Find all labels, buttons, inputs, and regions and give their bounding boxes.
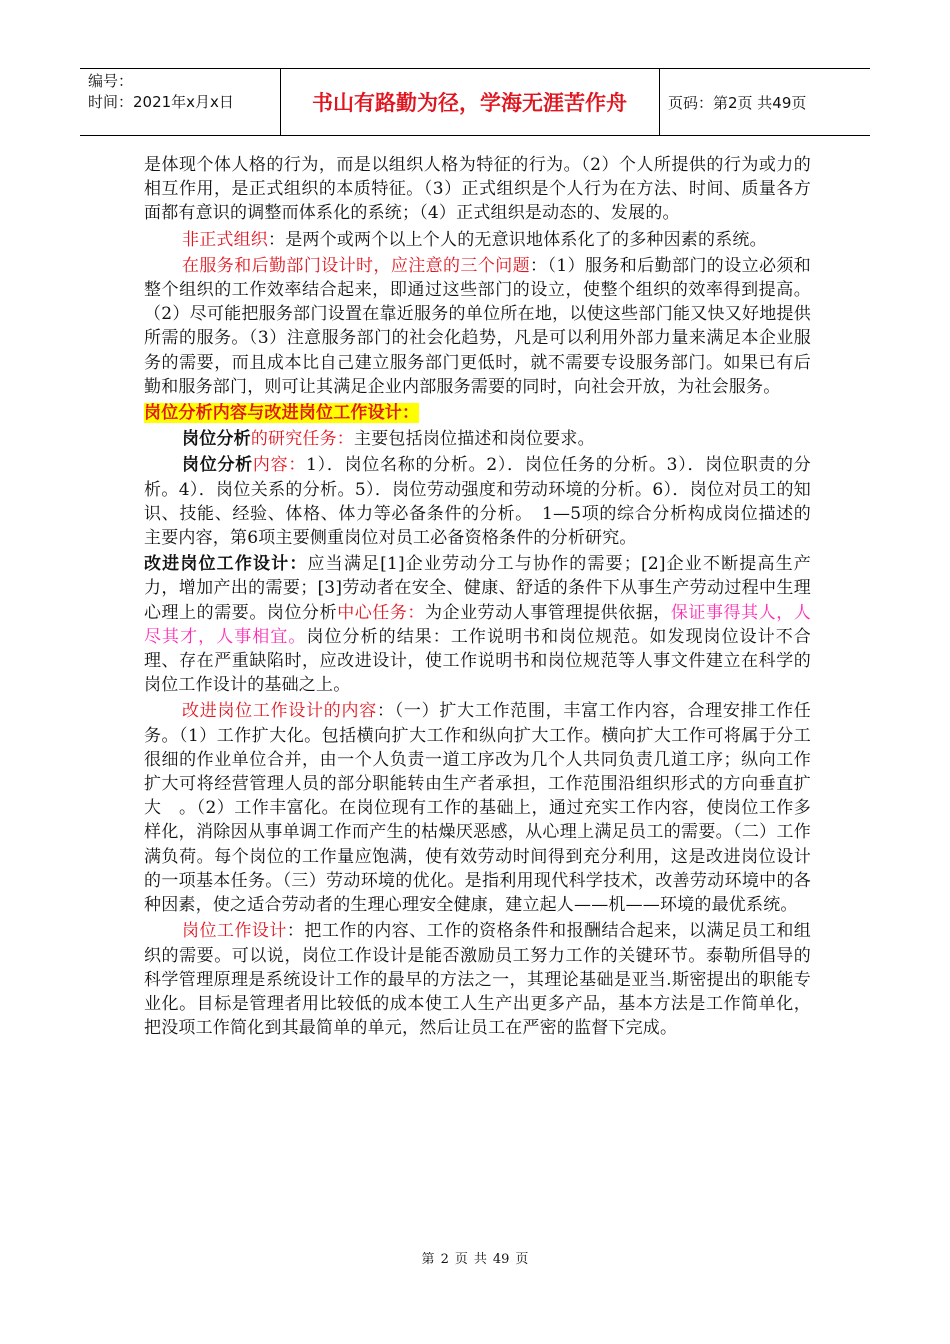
paragraph-text: ：（一）扩大工作范围，丰富工作内容，合理安排工作任务。（1）工作扩大化。包括横向扩大工作和纵向扩大工作。横向扩大工作可将属于分工很细的作业单位合并，由一个人负责一道工序改为几个人共同负责几道工序；纵向工作扩大可将经营管理人员的部分职能转由生产者承担，工作范围沿组织形式的方向垂直扩大 。（2）工作丰富化。在岗位现有工作的基础上，通过充实工作内容，使岗位工作多样化，消除因从事单调工作而产生的枯燥厌恶感，从心理上满足员工的需要。（二）工作满负荷。每个岗位的工作量应饱满，使有效劳动时间得到充分利用，这是改进岗位设计的一项基本任务。（三）劳动环境的优化。是指利用现代科学技术，改善劳动环境中的各种因素，使之适合劳动者的生理心理安全健康，建立起人——机——环境的最优系统。 <box>144 701 811 916</box>
header-meta <box>80 69 280 137</box>
paragraph-text: 应当满足[1]企业劳动分工与协作的需要；[2]企业不断提高生产力，增加产出的需要；[3]劳动者在安全、健康、舒适的条件下从事生产劳动过程中生理心理上的需要。岗位分析 <box>144 554 811 623</box>
paragraph-text: 岗位分析的结果：工作说明书和岗位规范。如发现岗位设计不合理、存在严重缺陷时，应改进设计，使工作说明书和岗位规范等人事文件建立在科学的岗位工作设计的基础之上。 <box>144 626 811 696</box>
paragraph-service-departments <box>144 254 811 399</box>
paragraph-improve-design-content <box>144 699 811 917</box>
document-date-label: 时间：2021年x月x日 <box>88 93 234 111</box>
term: 内容： <box>252 455 307 476</box>
paragraph-text: 为企业劳动人事管理提供依据， <box>425 602 671 623</box>
term: 在服务和后勤部门设计时，应注意的三个问题 <box>182 255 531 276</box>
paragraph-text: ：（1）服务和后勤部门的设立必须和整个组织的工作效率结合起来，即通过这些部门的设立，使整个组织的效率得到提高。（2）尽可能把服务部门设置在靠近服务的单位所在地，以使这些部门能又快又好地提供所需的服务。（3）注意服务部门的社会化趋势，凡是可以利用外部力量来满足本企业服务的需要，而且成本比自己建立服务部门更低时，就不需要专设服务部门。如果已有后勤和服务部门，则可让其满足企业内部服务需要的同时，向社会开放，为社会服务。 <box>144 255 811 397</box>
paragraph: 是体现个体人格的行为，而是以组织人格为特征的行为。（2）个人所提供的行为或力的相互作用，是正式组织的本质特征。（3）正式组织是个人行为在方法、时间、质量各方面都有意识的调整而体系化的系统；（4）正式组织是动态的、发展的。 <box>144 155 811 224</box>
term-bold: 岗位分析 <box>182 455 253 476</box>
footer-total-pages: 49 <box>492 1252 510 1267</box>
footer-page-number: 2 <box>440 1252 449 1267</box>
paragraph-informal-organization <box>144 228 811 252</box>
paragraph-job-design <box>144 919 811 1040</box>
term-bold: 改进岗位工作设计： <box>144 554 308 575</box>
footer-ye: 页 <box>515 1252 529 1267</box>
paragraph-improve-design <box>144 552 811 697</box>
highlight-phrase: 保证事得其人，人尽其才，人事相宜。 <box>144 602 812 647</box>
paragraph-text: ：是两个或两个以上个人的无意识地体系化了的多种因素的系统。 <box>268 229 767 250</box>
footer-gong: 共 <box>473 1252 487 1267</box>
paragraph-job-analysis-content <box>144 453 811 550</box>
paragraph-text: ：把工作的内容、工作的资格条件和报酬结合起来，以满足员工和组织的需要。可以说，岗位工作设计是能否激励员工努力工作的关键环节。泰勒所倡导的科学管理原理是系统设计工作的最早的方法之一，其理论基础是亚当.斯密提出的职能专业化。目标是管理者用比较低的成本使工人生产出更多产品，基本方法是工作简单化，把没项工作简化到其最简单的单元，然后让员工在严密的监督下完成。 <box>144 921 812 1039</box>
page-header <box>80 68 870 136</box>
document-number-label: 编号： <box>88 72 134 90</box>
section-heading: 岗位分析内容与改进岗位工作设计： <box>144 403 420 424</box>
footer-di: 第 <box>421 1252 435 1267</box>
paragraph-text: 1）．岗位名称的分析。2）．岗位任务的分析。3）．岗位职责的分析。4）．岗位关系的分析。5）．岗位劳动强度和劳动环境的分析。6）．岗位对员工的知识、技能、经验、体格、体力等必备条件的分析。 1—5项的综合分析构成岗位描述的主要内容，第6项主要侧重岗位对员工必备资格条件的分析研究。 <box>144 455 811 549</box>
term: 中心任务： <box>337 602 425 623</box>
term: 岗位工作设计 <box>182 921 287 942</box>
term: 非正式组织 <box>182 229 268 250</box>
term-bold: 岗位分析 <box>182 429 251 450</box>
section-heading-row <box>144 401 811 425</box>
header-page-info: 页码：第2页 共49页 <box>668 93 807 112</box>
paragraph-text: 主要包括岗位描述和岗位要求。 <box>354 429 595 450</box>
header-motto: 书山有路勤为径，学海无涯苦作舟 <box>312 91 627 115</box>
footer-ye: 页 <box>454 1252 468 1267</box>
term: 改进岗位工作设计的内容 <box>182 701 377 722</box>
paragraph-job-analysis-task <box>144 427 811 451</box>
document-body <box>144 153 811 1042</box>
page-footer <box>0 1248 950 1267</box>
term: 的研究任务： <box>250 429 355 450</box>
